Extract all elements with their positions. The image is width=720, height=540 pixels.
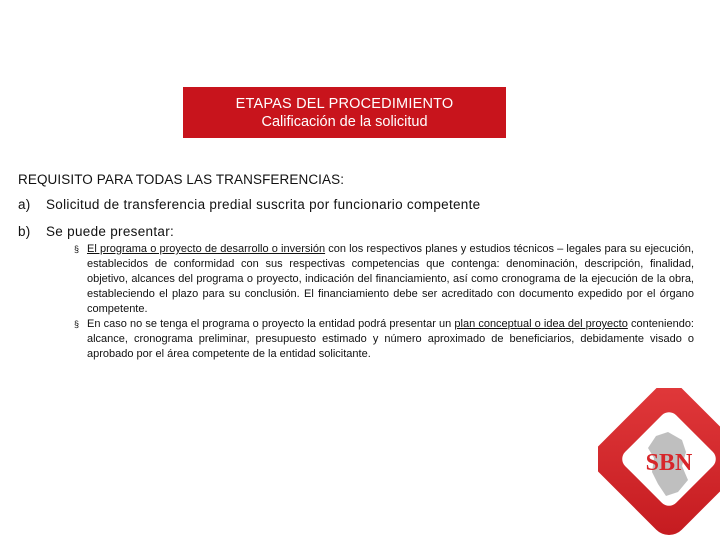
list-item — [74, 242, 694, 317]
list-item — [74, 317, 694, 362]
title-heading: ETAPAS DEL PROCEDIMIENTO — [235, 96, 454, 112]
bullet-text: En caso no se tenga el programa o proyecto la entidad podrá presentar un — [87, 318, 455, 330]
item-letter: b) — [18, 224, 31, 239]
title-subheading: Calificación de la solicitud — [261, 114, 428, 130]
underlined-term: El programa o proyecto de desarrollo o inversión — [87, 243, 326, 255]
underlined-term: plan conceptual o idea del proyecto — [454, 318, 628, 330]
bullet-text: conteniendo: alcance, cronograma preliminar, presupuesto estimado y número aproximado de beneficiarios, debidamente visado o aprobado por el área competente de la entidad solicitante. — [87, 318, 694, 360]
item-letter: a) — [18, 197, 31, 212]
logo-text: SBN — [645, 450, 693, 476]
bullet-list — [74, 242, 694, 362]
sbn-logo — [598, 388, 720, 540]
item-text: Solicitud de transferencia predial suscrita por funcionario competente — [46, 197, 481, 212]
section-title-box — [183, 87, 506, 138]
bullet-text: con los respectivos planes y estudios técnicos – legales para su ejecución, establecidos de conformidad con sus respectivas competencias que contenga: denominación, descripción, finalidad, objetivo, alcances del programa o proyecto, indicación del financiamiento, así como cronograma de la ejecución de la obra, estableciendo el plazo para su conclusión. El financiamiento debe ser acreditado con documento expedido por el órgano competente. — [87, 243, 694, 315]
requirement-heading: REQUISITO PARA TODAS LAS TRANSFERENCIAS: — [18, 172, 345, 187]
requirement-item-b — [18, 224, 174, 239]
item-text: Se puede presentar: — [46, 224, 175, 239]
bullet-marker: § — [74, 319, 80, 329]
bullet-marker: § — [74, 244, 80, 254]
requirement-item-a — [18, 197, 480, 212]
